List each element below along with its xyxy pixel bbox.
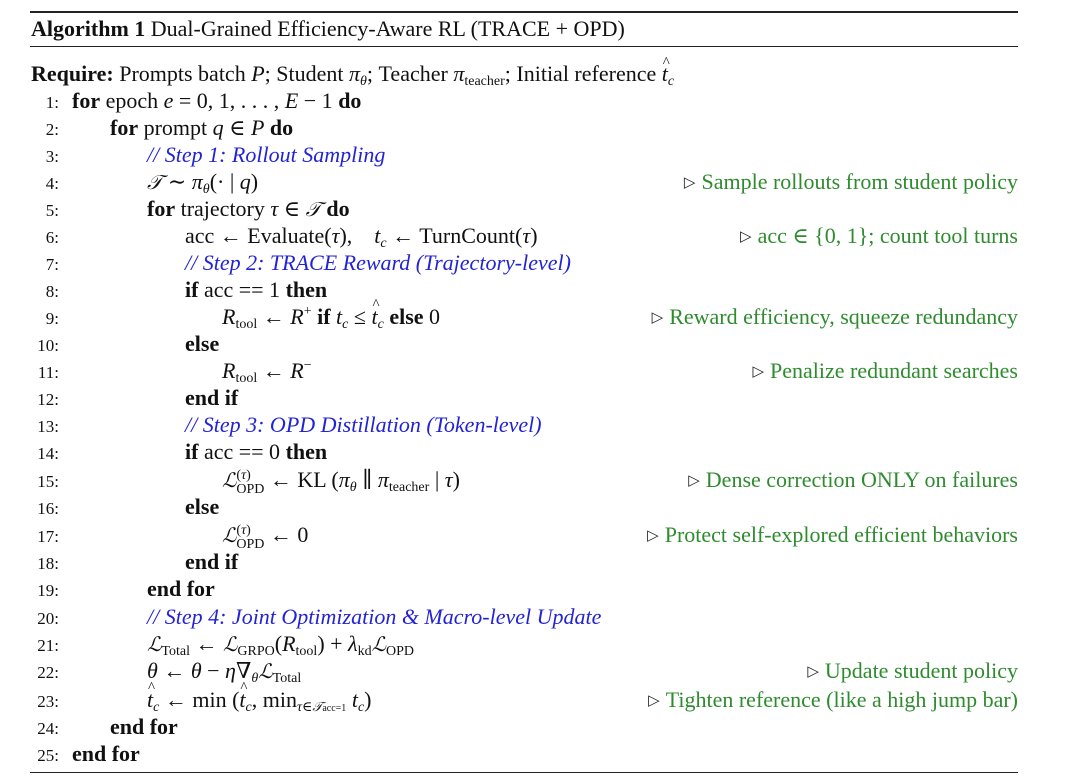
algo-line: 1: for epoch e = 0, 1, . . . , E − 1 do — [45, 88, 362, 113]
require-line: Require: Prompts batch P; Student $\pi_\theta$; Teacher $\pi_{teacher}$; Initial reference ^ $t_c$ — [31, 60, 674, 88]
algo-line: 23: ^ $t_c$ ← min (^ $t_c$, $\min_{\tau\in 𝒯acc=1} t_c$) ▷ Tighten reference (like a high jump bar) — [0, 686, 1080, 713]
algo-line: 4: 𝒯 ∼ $\pi_\theta(\cdot$ | q) ▷ Sample rollouts from student policy — [45, 169, 1018, 197]
step-comment: // Step 1: Rollout Sampling — [147, 142, 386, 167]
algo-line: 9: $R_{tool}$ ← R+ if $t_c$ ≤ ^ $t_c$ else 0 ▷ Reward efficiency, squeeze redundancy — [0, 303, 1080, 330]
algo-line: 11: $R_{tool}$ ← R− ▷ Penalize redundant searches — [37, 358, 1018, 386]
line-comment: ▷ Dense correction ONLY on failures — [688, 467, 1018, 492]
line-comment: ▷ acc ∈ {0, 1}; count tool turns — [740, 223, 1018, 248]
algo-line: 5: for trajectory τ ∈ 𝒯 do — [45, 196, 350, 221]
line-comment: ▷ Tighten reference (like a high jump bar) — [648, 687, 1018, 712]
title-rule — [30, 46, 1018, 47]
algo-line: 14: if acc == 0 then — [37, 439, 328, 464]
algo-line: 16: else — [37, 494, 220, 519]
line-comment: ▷ Reward efficiency, squeeze redundancy — [651, 304, 1018, 329]
line-comment: ▷ Penalize redundant searches — [752, 358, 1018, 383]
algo-line: 15: ℒ (τ) OPD ← KL ($\pi_\theta$ ∥ $\pi_{teacher}$ | τ) ▷ Dense correction ONLY on failures — [37, 467, 1018, 497]
algo-line: 20: // Step 4: Joint Optimization & Macro-level Update — [37, 604, 602, 629]
algo-line: 8: if acc == 1 then — [45, 277, 328, 302]
line-comment: ▷ Update student policy — [807, 658, 1018, 683]
algo-line: 21: ℒ$_{Total}$ ← $ℒ_{GRPO}(R_{tool})$ + $\lambda_{kd}ℒ_{OPD}$ — [37, 631, 414, 659]
algo-line: 7: // Step 2: TRACE Reward (Trajectory-level) — [45, 250, 571, 275]
algo-line: 10: else — [37, 331, 220, 356]
algo-line: 12: end if — [37, 385, 239, 410]
algo-line: 24: end for — [37, 714, 178, 739]
algorithm-title — [31, 15, 625, 43]
algo-line: 22: θ ← $\theta - \eta\nabla_\theta ℒ_{Total}$ ▷ Update student policy — [37, 658, 1018, 686]
algo-line: 25: end for — [37, 741, 140, 766]
algo-line: 13: // Step 3: OPD Distillation (Token-level) — [37, 412, 542, 437]
step-comment: // Step 3: OPD Distillation (Token-level) — [185, 412, 542, 437]
top-rule — [30, 11, 1018, 13]
algo-line: 2: for prompt q ∈ P do — [45, 115, 294, 140]
algo-line: 19: end for — [37, 576, 215, 601]
algo-line: 17: ℒ (τ) OPD ← 0 ▷ Protect self-explored efficient behaviors — [37, 522, 1018, 552]
step-comment: // Step 4: Joint Optimization & Macro-level Update — [147, 604, 602, 629]
line-comment: ▷ Sample rollouts from student policy — [683, 169, 1018, 194]
algo-line: 18: end if — [37, 549, 239, 574]
bottom-rule — [30, 772, 1018, 773]
line-comment: ▷ Protect self-explored efficient behaviors — [647, 522, 1018, 547]
algorithm-label: Algorithm 1 — [31, 16, 146, 41]
algo-line: 6: acc ← Evaluate(τ), $t_c$ ← TurnCount(τ) ▷ acc ∈ {0, 1}; count tool turns — [45, 223, 1018, 251]
algorithm-name: Dual-Grained Efficiency-Aware RL (TRACE + OPD) — [150, 16, 625, 41]
step-comment: // Step 2: TRACE Reward (Trajectory-level) — [185, 250, 571, 275]
algo-line: 3: // Step 1: Rollout Sampling — [45, 142, 386, 167]
